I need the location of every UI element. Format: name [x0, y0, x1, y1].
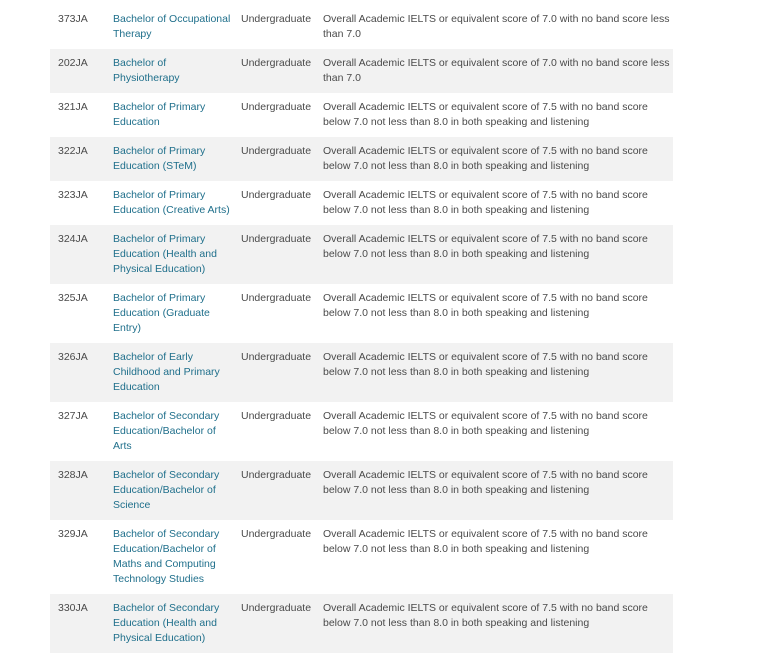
table-row: [50, 343, 673, 402]
course-code: 322JA: [58, 145, 88, 157]
course-link[interactable]: Bachelor of Secondary Education/Bachelor of Maths and Computing Technology Studies: [113, 528, 220, 585]
course-link[interactable]: Bachelor of Secondary Education/Bachelor of Science: [113, 469, 220, 511]
course-link[interactable]: Bachelor of Early Childhood and Primary Education: [113, 351, 220, 393]
english-requirement: Overall Academic IELTS or equivalent score of 7.5 with no band score below 7.0 not less than 8.0 in both speaking and listening: [323, 602, 648, 629]
study-level: Undergraduate: [241, 101, 312, 113]
course-code: 326JA: [58, 351, 88, 363]
requirements-table: [50, 5, 673, 653]
table-row: [50, 137, 673, 181]
table-row: [50, 284, 673, 343]
course-code: 327JA: [58, 410, 88, 422]
course-code: 324JA: [58, 233, 88, 245]
english-requirement: Overall Academic IELTS or equivalent score of 7.5 with no band score below 7.0 not less than 8.0 in both speaking and listening: [323, 233, 648, 260]
table-row: [50, 461, 673, 520]
english-requirement: Overall Academic IELTS or equivalent score of 7.5 with no band score below 7.0 not less than 8.0 in both speaking and listening: [323, 101, 648, 128]
course-link[interactable]: Bachelor of Primary Education: [113, 101, 206, 128]
english-requirement: Overall Academic IELTS or equivalent score of 7.5 with no band score below 7.0 not less than 8.0 in both speaking and listening: [323, 469, 648, 496]
study-level: Undergraduate: [241, 189, 312, 201]
course-link[interactable]: Bachelor of Physiotherapy: [113, 57, 180, 84]
study-level: Undergraduate: [241, 292, 312, 304]
course-code: 202JA: [58, 57, 88, 69]
study-level: Undergraduate: [241, 410, 312, 422]
course-code: 328JA: [58, 469, 88, 481]
course-code: 323JA: [58, 189, 88, 201]
course-code: 330JA: [58, 602, 88, 614]
course-link[interactable]: Bachelor of Occupational Therapy: [113, 13, 231, 40]
course-link[interactable]: Bachelor of Primary Education (Graduate Entry): [113, 292, 210, 334]
course-code: 373JA: [58, 13, 88, 25]
course-link[interactable]: Bachelor of Secondary Education/Bachelor of Arts: [113, 410, 220, 452]
english-requirement: Overall Academic IELTS or equivalent score of 7.5 with no band score below 7.0 not less than 8.0 in both speaking and listening: [323, 292, 648, 319]
study-level: Undergraduate: [241, 351, 312, 363]
english-requirement: Overall Academic IELTS or equivalent score of 7.0 with no band score less than 7.0: [323, 13, 670, 40]
study-level: Undergraduate: [241, 57, 312, 69]
english-requirement: Overall Academic IELTS or equivalent score of 7.5 with no band score below 7.0 not less than 8.0 in both speaking and listening: [323, 528, 648, 555]
table-row: [50, 520, 673, 594]
study-level: Undergraduate: [241, 528, 312, 540]
course-code: 321JA: [58, 101, 88, 113]
english-requirement: Overall Academic IELTS or equivalent score of 7.5 with no band score below 7.0 not less than 8.0 in both speaking and listening: [323, 145, 648, 172]
table-row: [50, 49, 673, 93]
study-level: Undergraduate: [241, 602, 312, 614]
table-row: [50, 181, 673, 225]
course-link[interactable]: Bachelor of Primary Education (Creative Arts): [113, 189, 230, 216]
table-row: [50, 93, 673, 137]
english-requirement: Overall Academic IELTS or equivalent score of 7.0 with no band score less than 7.0: [323, 57, 670, 84]
table-row: [50, 5, 673, 49]
english-requirement: Overall Academic IELTS or equivalent score of 7.5 with no band score below 7.0 not less than 8.0 in both speaking and listening: [323, 410, 648, 437]
course-code: 329JA: [58, 528, 88, 540]
english-requirement: Overall Academic IELTS or equivalent score of 7.5 with no band score below 7.0 not less than 8.0 in both speaking and listening: [323, 351, 648, 378]
table-row: [50, 225, 673, 284]
course-link[interactable]: Bachelor of Primary Education (Health and Physical Education): [113, 233, 217, 275]
study-level: Undergraduate: [241, 145, 312, 157]
study-level: Undergraduate: [241, 469, 312, 481]
table-row: [50, 402, 673, 461]
study-level: Undergraduate: [241, 13, 312, 25]
table-row: [50, 594, 673, 653]
course-link[interactable]: Bachelor of Secondary Education (Health and Physical Education): [113, 602, 220, 644]
study-level: Undergraduate: [241, 233, 312, 245]
course-code: 325JA: [58, 292, 88, 304]
english-requirement: Overall Academic IELTS or equivalent score of 7.5 with no band score below 7.0 not less than 8.0 in both speaking and listening: [323, 189, 648, 216]
course-link[interactable]: Bachelor of Primary Education (STeM): [113, 145, 206, 172]
